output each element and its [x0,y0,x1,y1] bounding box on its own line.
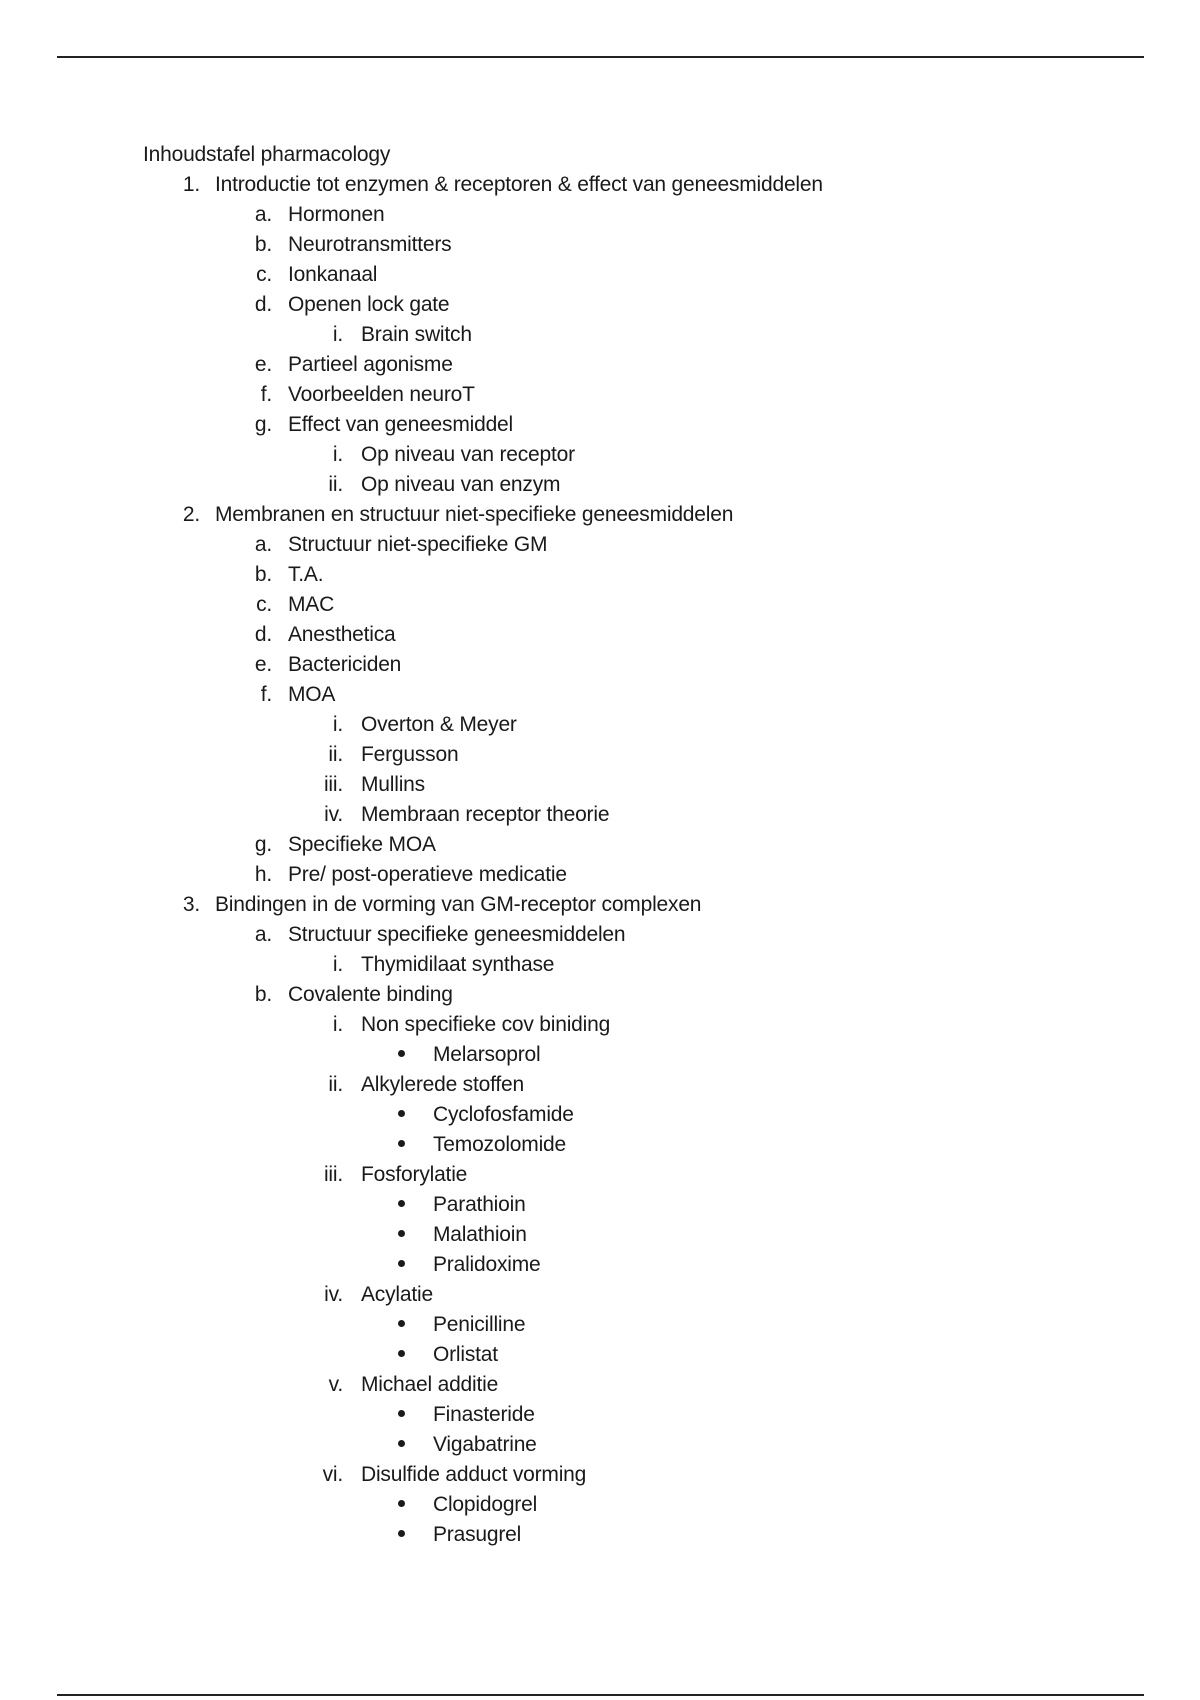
outline-item-text: Membranen en structuur niet-specifieke geneesmiddelen [215,503,734,526]
bullet-icon [391,1250,411,1280]
bullet-dot [398,1050,405,1057]
bullet-dot [398,1260,405,1267]
outline-item-text: Partieel agonisme [288,353,453,376]
outline-item-marker: d. [254,293,272,316]
bullet-icon [391,1340,411,1370]
bullet-icon [391,1400,411,1430]
outline-item-text: Hormonen [288,203,385,226]
bullet-icon [391,1430,411,1460]
outline-item-level-2 [0,290,1200,320]
outline-item-level-4 [0,1100,1200,1130]
outline-item-text: Neurotransmitters [288,233,452,256]
outline-item-text: Mullins [361,773,425,796]
outline-item-marker: b. [254,983,272,1006]
page-title: Inhoudstafel pharmacology [143,143,391,166]
outline-item-marker: iv. [324,803,343,826]
bullet-dot [398,1410,405,1417]
outline-item-marker: c. [256,593,272,616]
outline-item-marker: i. [332,713,343,736]
outline-item-text: Malathioin [433,1223,527,1246]
outline-item-level-3 [0,320,1200,350]
bullet-icon [391,1100,411,1130]
toc-title-line [0,140,1200,170]
outline-item-level-2 [0,590,1200,620]
outline-item-text: Ionkanaal [288,263,378,286]
outline-item-marker: vi. [322,1463,343,1486]
outline-item-marker: d. [254,623,272,646]
bullet-dot [398,1530,405,1537]
outline-item-text: Finasteride [433,1403,535,1426]
outline-item-level-2 [0,350,1200,380]
bullet-dot [398,1230,405,1237]
outline-item-level-2 [0,200,1200,230]
outline-item-level-4 [0,1400,1200,1430]
bullet-dot [398,1320,405,1327]
outline-item-level-2 [0,410,1200,440]
outline-item-text: Melarsoprol [433,1043,541,1066]
outline-item-marker: e. [254,653,272,676]
outline-item-text: Structuur specifieke geneesmiddelen [288,923,626,946]
outline-item-level-3 [0,740,1200,770]
header-divider [57,56,1144,58]
outline-item-level-3 [0,1370,1200,1400]
outline-item-text: Temozolomide [433,1133,566,1156]
bullet-icon [391,1040,411,1070]
outline-item-text: Openen lock gate [288,293,450,316]
outline-item-marker: i. [332,953,343,976]
outline-item-level-2 [0,230,1200,260]
outline-item-level-4 [0,1190,1200,1220]
outline-item-level-2 [0,260,1200,290]
bullet-dot [398,1140,405,1147]
outline-item-text: Cyclofosfamide [433,1103,574,1126]
outline-item-marker: 3. [182,893,200,916]
outline-item-text: Non specifieke cov biniding [361,1013,611,1036]
outline-item-level-3 [0,440,1200,470]
outline-item-marker: iv. [324,1283,343,1306]
bullet-dot [398,1440,405,1447]
bullet-icon [391,1190,411,1220]
outline-item-marker: a. [254,533,272,556]
bullet-icon [391,1130,411,1160]
outline-item-level-3 [0,470,1200,500]
outline-item-text: Introductie tot enzymen & receptoren & effect van geneesmiddelen [215,173,823,196]
outline-item-text: Specifieke MOA [288,833,436,856]
outline-item-marker: f. [260,683,272,706]
outline-item-level-4 [0,1520,1200,1550]
outline-item-text: Covalente binding [288,983,453,1006]
outline-item-text: Alkylerede stoffen [361,1073,524,1096]
outline-item-text: Orlistat [433,1343,498,1366]
bullet-dot [398,1350,405,1357]
outline-item-level-3 [0,1160,1200,1190]
outline-item-marker: b. [254,233,272,256]
outline-item-marker: e. [254,353,272,376]
outline-item-level-2 [0,830,1200,860]
outline-item-marker: iii. [323,773,343,796]
outline-item-level-4 [0,1040,1200,1070]
outline-item-level-3 [0,710,1200,740]
outline-item-level-2 [0,620,1200,650]
outline-item-marker: i. [332,323,343,346]
outline-item-level-4 [0,1430,1200,1460]
outline-item-level-4 [0,1220,1200,1250]
outline-item-text: Michael additie [361,1373,499,1396]
outline-item-level-3 [0,770,1200,800]
outline-item-text: Anesthetica [288,623,396,646]
bullet-dot [398,1500,405,1507]
outline-item-level-3 [0,1280,1200,1310]
outline-item-text: Bactericiden [288,653,402,676]
outline-item-marker: h. [254,863,272,886]
bullet-icon [391,1310,411,1340]
bullet-dot [398,1200,405,1207]
outline-item-marker: iii. [323,1163,343,1186]
outline-item-text: Overton & Meyer [361,713,517,736]
outline-item-marker: b. [254,563,272,586]
outline-item-text: MAC [288,593,335,616]
outline-item-marker: g. [254,833,272,856]
outline-item-level-4 [0,1130,1200,1160]
outline-item-text: Voorbeelden neuroT [288,383,475,406]
outline-item-level-4 [0,1310,1200,1340]
outline-item-marker: a. [254,923,272,946]
outline-item-text: Penicilline [433,1313,526,1336]
outline-item-text: Pralidoxime [433,1253,541,1276]
outline-item-level-2 [0,920,1200,950]
outline-item-level-2 [0,560,1200,590]
outline-item-text: Op niveau van receptor [361,443,575,466]
outline-item-level-2 [0,680,1200,710]
outline-list [0,170,1200,1550]
outline-item-marker: 1. [182,173,200,196]
outline-item-level-2 [0,650,1200,680]
outline-item-text: Acylatie [361,1283,433,1306]
footer-divider [57,1694,1144,1696]
outline-item-level-3 [0,1010,1200,1040]
outline-item-text: MOA [288,683,336,706]
outline-item-text: Parathioin [433,1193,526,1216]
outline-item-text: Disulfide adduct vorming [361,1463,587,1486]
outline-item-text: Clopidogrel [433,1493,538,1516]
outline-item-marker: ii. [328,1073,343,1096]
outline-item-level-4 [0,1340,1200,1370]
outline-item-level-1 [0,500,1200,530]
outline-item-marker: 2. [182,503,200,526]
outline-item-level-1 [0,890,1200,920]
outline-item-level-3 [0,800,1200,830]
outline-item-level-3 [0,1070,1200,1100]
outline-item-text: Thymidilaat synthase [361,953,555,976]
outline-item-marker: ii. [328,743,343,766]
outline-item-level-2 [0,380,1200,410]
bullet-dot [398,1110,405,1117]
outline-item-text: Fergusson [361,743,459,766]
outline-item-marker: ii. [328,473,343,496]
outline-item-level-4 [0,1490,1200,1520]
outline-item-level-2 [0,530,1200,560]
outline-item-text: Op niveau van enzym [361,473,561,496]
outline-item-level-2 [0,860,1200,890]
outline-item-level-3 [0,950,1200,980]
outline-item-text: Prasugrel [433,1523,522,1546]
bullet-icon [391,1490,411,1520]
outline-item-marker: a. [254,203,272,226]
outline-item-level-4 [0,1250,1200,1280]
outline-item-marker: g. [254,413,272,436]
outline-item-marker: i. [332,1013,343,1036]
table-of-contents [0,140,1200,1550]
outline-item-marker: v. [328,1373,343,1396]
outline-item-text: Vigabatrine [433,1433,537,1456]
outline-item-text: Structuur niet-specifieke GM [288,533,548,556]
bullet-icon [391,1520,411,1550]
outline-item-text: Brain switch [361,323,472,346]
outline-item-text: Fosforylatie [361,1163,468,1186]
outline-item-text: Bindingen in de vorming van GM-receptor complexen [215,893,702,916]
outline-item-level-3 [0,1460,1200,1490]
outline-item-text: T.A. [288,563,324,586]
outline-item-marker: i. [332,443,343,466]
outline-item-marker: f. [260,383,272,406]
outline-item-level-1 [0,170,1200,200]
outline-item-text: Membraan receptor theorie [361,803,610,826]
outline-item-marker: c. [256,263,272,286]
outline-item-text: Pre/ post-operatieve medicatie [288,863,567,886]
bullet-icon [391,1220,411,1250]
outline-item-level-2 [0,980,1200,1010]
outline-item-text: Effect van geneesmiddel [288,413,513,436]
